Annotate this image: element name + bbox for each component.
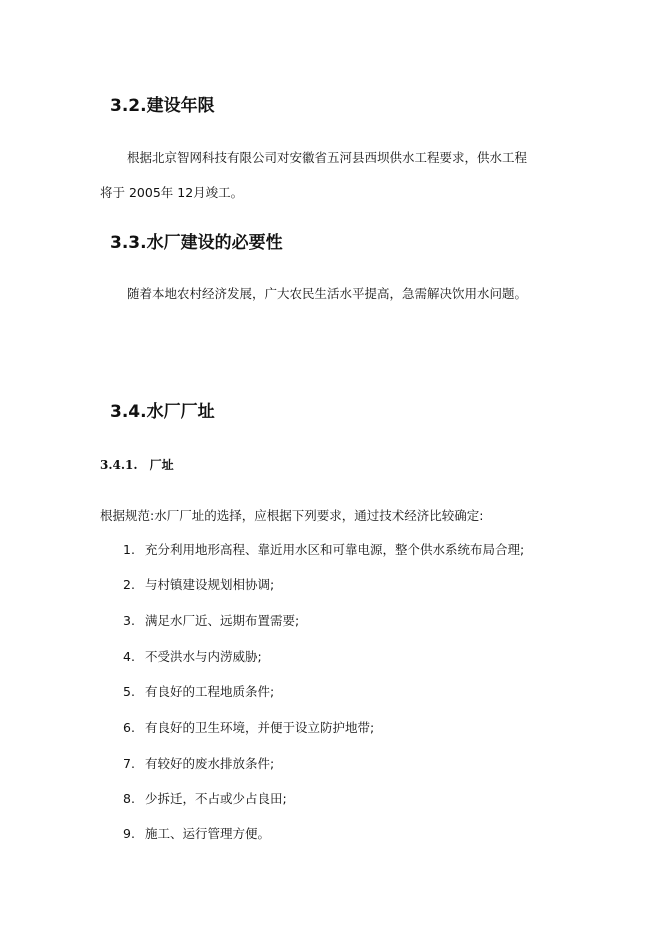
list-item — [123, 541, 524, 559]
list-item-number: 1. — [123, 542, 135, 557]
list-item-number: 9. — [123, 826, 135, 841]
heading-3-4-1-title: 厂址 — [149, 458, 174, 472]
list-item — [123, 790, 287, 808]
heading-3-4-1-number: 3.4.1. — [100, 458, 138, 472]
list-item-text: 有良好的工程地质条件; — [145, 684, 275, 699]
heading-3-4-1 — [100, 456, 174, 474]
paragraph-3-3: 随着本地农村经济发展，广大农民生活水平提高，急需解决饮用水问题。 — [127, 286, 528, 301]
list-item-number: 3. — [123, 613, 135, 628]
list-item — [123, 648, 262, 666]
paragraph-3-2-line1: 根据北京智网科技有限公司对安徽省五河县西坝供水工程要求，供水工程 — [127, 150, 528, 165]
list-item-number: 8. — [123, 791, 135, 806]
list-item — [123, 755, 274, 773]
list-item-number: 4. — [123, 649, 135, 664]
paragraph-3-2-line2: 将于 2005年 12月竣工。 — [100, 185, 244, 200]
heading-3-4: 3.4.水厂厂址 — [110, 402, 215, 422]
list-item-text: 满足水厂近、远期布置需要; — [145, 613, 300, 628]
list-item — [123, 683, 274, 701]
paragraph-3-4-1-intro: 根据规范:水厂厂址的选择，应根据下列要求，通过技术经济比较确定: — [100, 508, 484, 523]
list-item-number: 5. — [123, 684, 135, 699]
heading-3-2: 3.2.建设年限 — [110, 96, 215, 116]
list-item — [123, 825, 270, 843]
list-item-number: 7. — [123, 756, 135, 771]
list-item — [123, 719, 374, 737]
list-item — [123, 612, 299, 630]
heading-3-3: 3.3.水厂建设的必要性 — [110, 233, 283, 253]
list-item-text: 有较好的废水排放条件; — [145, 756, 275, 771]
list-item-text: 有良好的卫生环境，并便于设立防护地带; — [145, 720, 375, 735]
list-item-number: 2. — [123, 577, 135, 592]
list-item-number: 6. — [123, 720, 135, 735]
list-item-text: 少拆迁，不占或少占良田; — [145, 791, 287, 806]
list-item-text: 与村镇建设规划相协调; — [145, 577, 275, 592]
list-item-text: 不受洪水与内涝威胁; — [145, 649, 262, 664]
list-item-text: 施工、运行管理方便。 — [145, 826, 271, 841]
list-item-text: 充分利用地形高程、靠近用水区和可靠电源，整个供水系统布局合理; — [145, 542, 525, 557]
list-item — [123, 576, 274, 594]
